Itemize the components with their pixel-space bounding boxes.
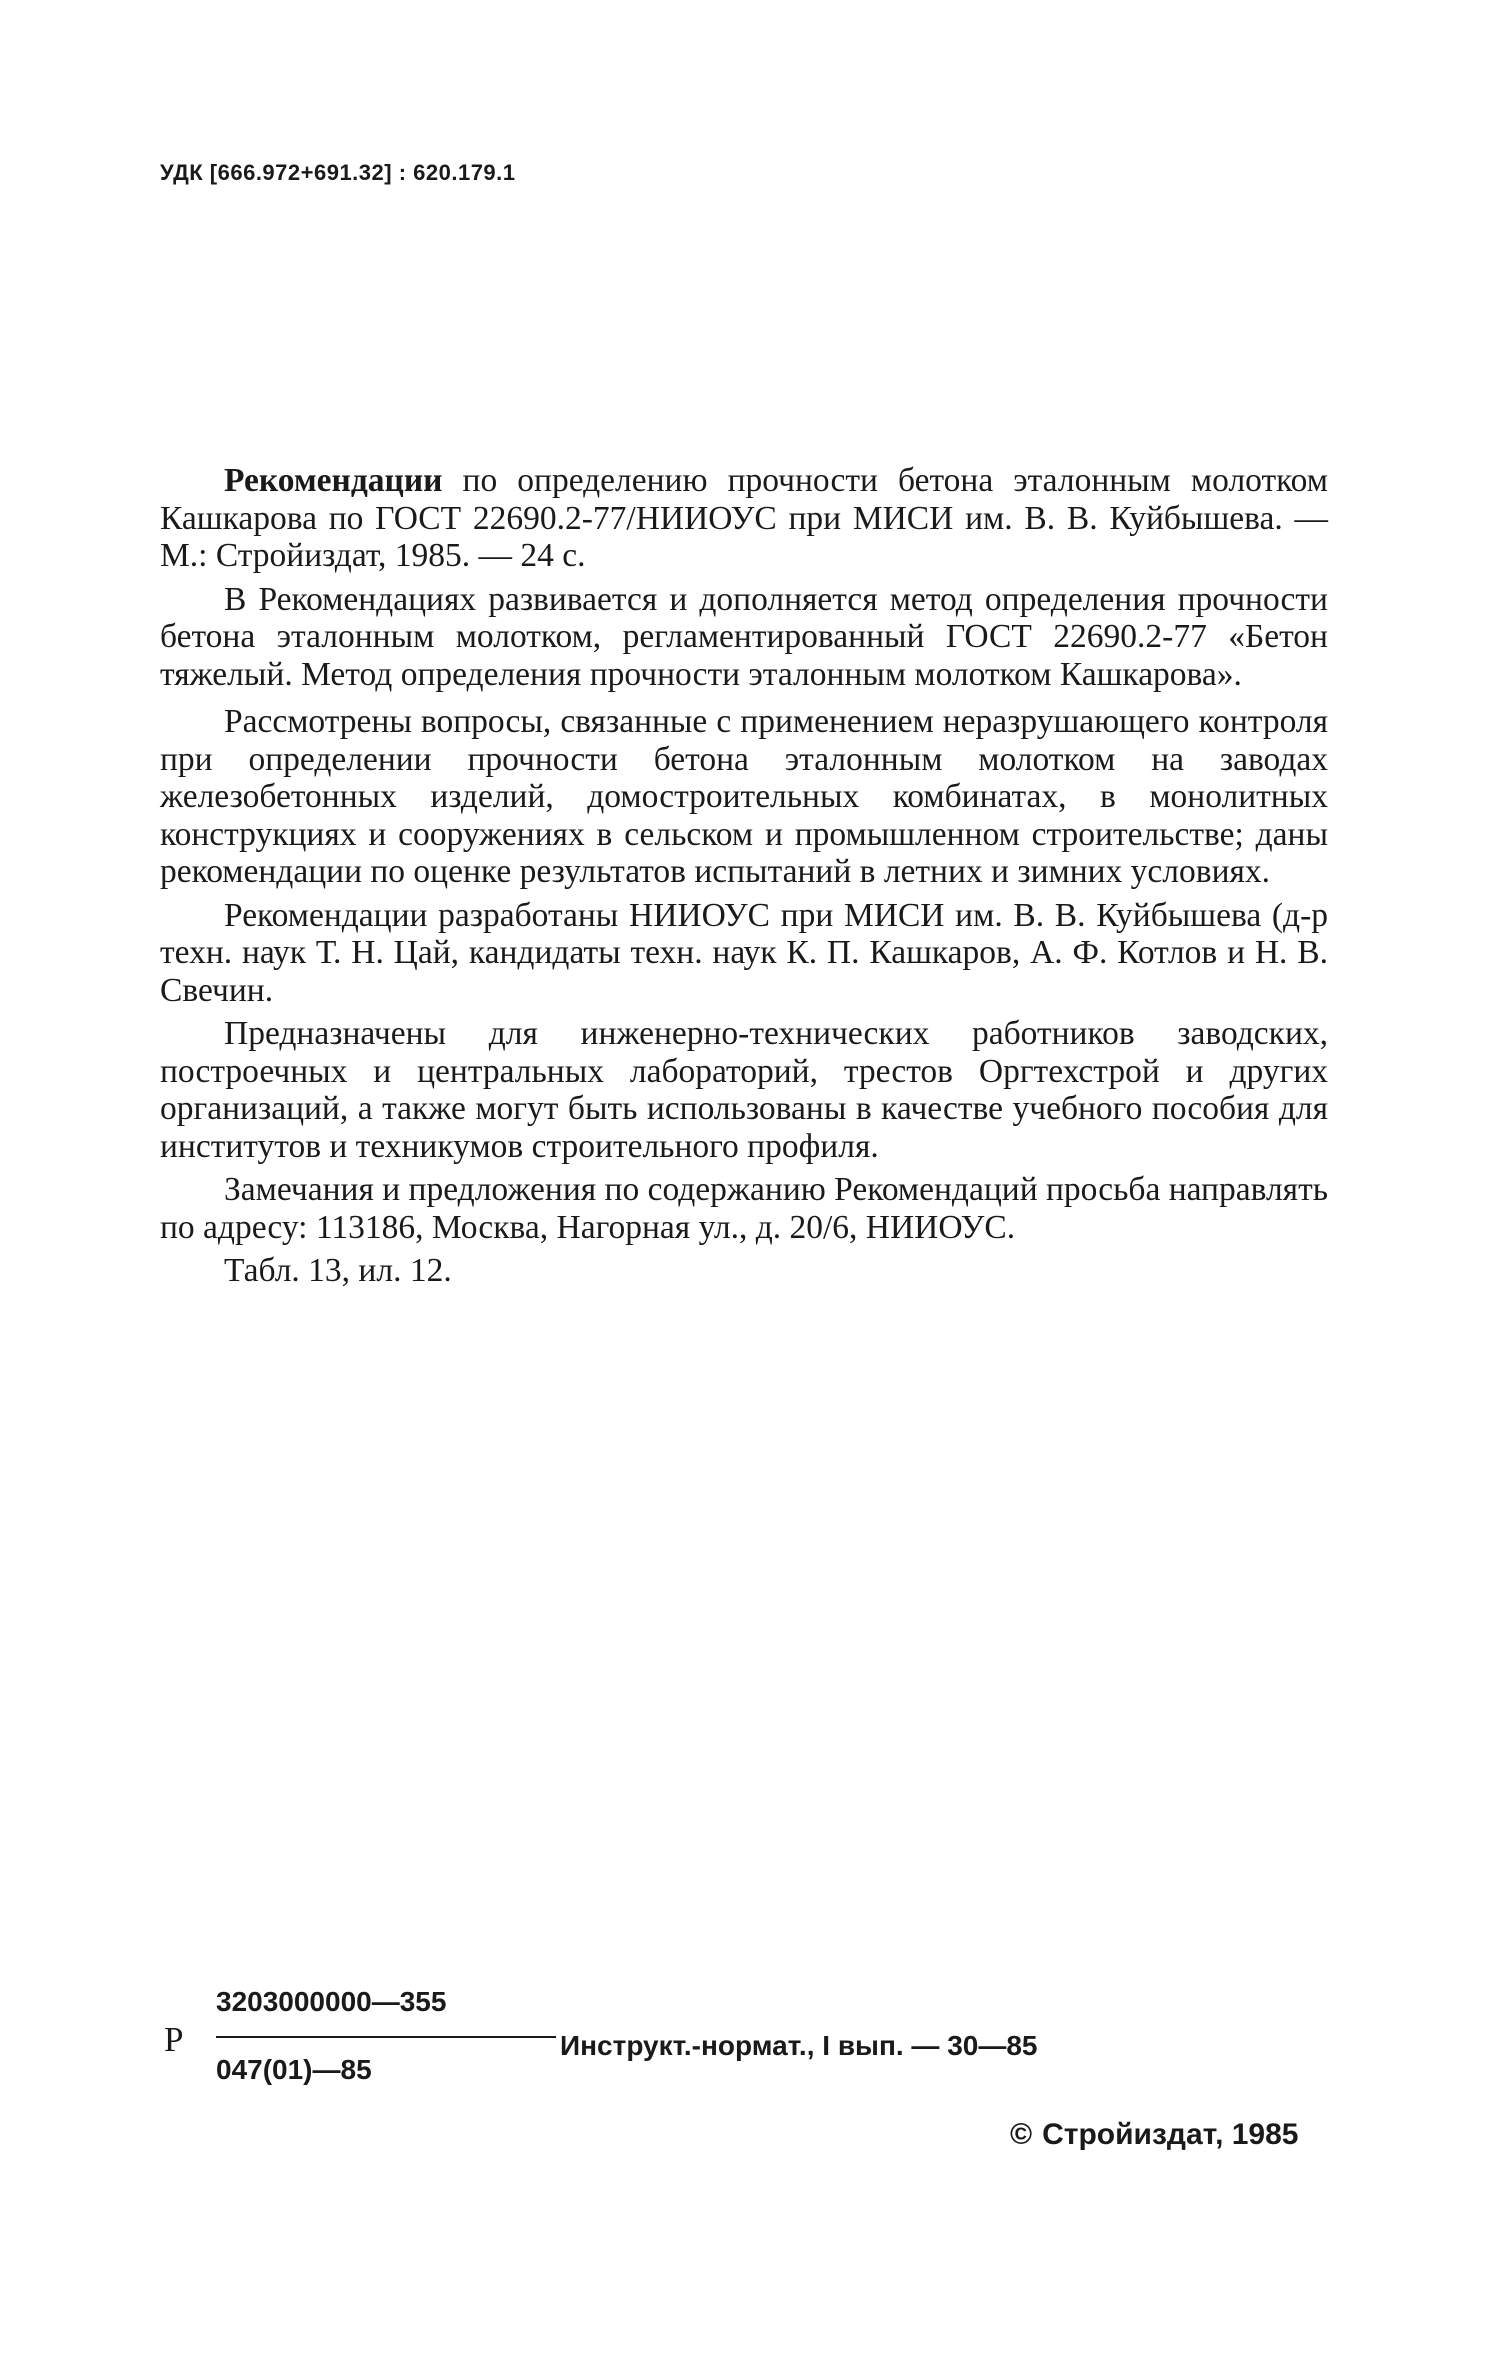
publication-code-denominator: 047(01)—85 <box>216 2054 372 2085</box>
abstract-paragraph-audience: Предназначены для инженерно-технических работников заводских, построечных и центральных лабораторий, трестов Оргтехстрой и других организаций, а также могут быть использованы в качестве учебного пособия для институтов и техникумов строительного профиля. <box>160 1015 1328 1165</box>
copyright-icon: © <box>1010 2118 1033 2151</box>
abstract-citation <box>160 462 1328 575</box>
abstract-paragraph-method: В Рекомендациях развивается и дополняется метод определения прочности бетона эталонным молотком, регламентированный ГОСТ 22690.2-77 «Бетон тяжелый. Метод определения прочности эталонным молотком Кашкарова». <box>160 580 1328 693</box>
abstract <box>160 462 1328 1300</box>
publication-code-numerator: 3203000000—355 <box>216 1986 447 2017</box>
publication-series: Инструкт.-нормат., I вып. — 30—85 <box>560 2030 1038 2061</box>
abstract-paragraph-scope: Рассмотрены вопросы, связанные с применением неразрушающего контроля при определении прочности бетона эталонным молотком на заводах железобетонных изделий, домостроительных комбинатах, в монолитных конструкциях и сооружениях в сельском и промышленном строительстве; даны рекомендации по оценке результатов испытаний в летних и зимних условиях. <box>160 703 1328 890</box>
copyright-text: Стройиздат, 1985 <box>1042 2118 1299 2151</box>
abstract-paragraph-authors: Рекомендации разработаны НИИОУС при МИСИ им. В. В. Куйбышева (д-р техн. наук Т. Н. Цай, кандидаты техн. наук К. П. Кашкаров, А. Ф. Котлов и Н. В. Свечин. <box>160 896 1328 1009</box>
abstract-citation-text: по определению прочности бетона эталонным молотком Кашкарова по ГОСТ 22690.2-77/НИИОУС при МИСИ им. В. В. Куйбышева. — М.: Стройиздат, 1985. — 24 с. <box>160 462 1328 574</box>
publication-code-fraction-line <box>216 2036 556 2038</box>
abstract-tables-figures: Табл. 13, ил. 12. <box>224 1252 452 1289</box>
abstract-title: Рекомендации <box>224 462 443 499</box>
abstract-paragraph-contact: Замечания и предложения по содержанию Рекомендаций просьба направлять по адресу: 113186, Москва, Нагорная ул., д. 20/6, НИИОУС. <box>160 1171 1329 1246</box>
publication-code-letter: Р <box>164 2020 184 2059</box>
udk-code: УДК [666.972+691.32] : 620.179.1 <box>160 160 516 185</box>
copyright <box>1010 2118 1299 2152</box>
